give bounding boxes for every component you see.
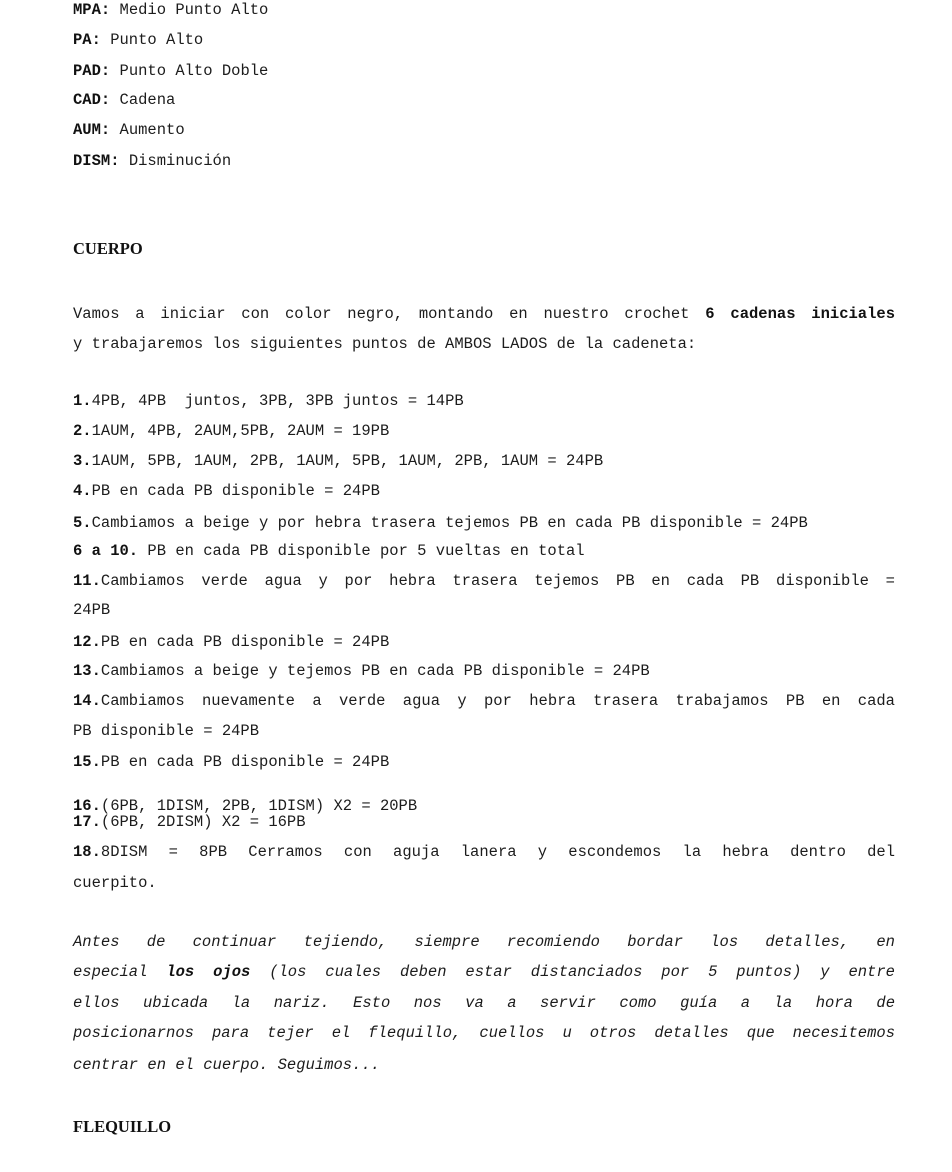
abbr-dism: DISM: Disminución [73, 152, 232, 170]
abbr-cad: CAD: Cadena [73, 91, 176, 109]
step-6-10: 6 a 10. PB en cada PB disponible por 5 vueltas en total [73, 542, 585, 560]
section-heading-flequillo: FLEQUILLO [73, 1117, 172, 1136]
step-15: 15.PB en cada PB disponible = 24PB [73, 753, 390, 771]
step-11: 11.Cambiamos verde agua y por hebra trasera tejemos PB en cada PB disponible = [73, 572, 895, 590]
abbr-pad: PAD: Punto Alto Doble [73, 62, 269, 80]
step-13: 13.Cambiamos a beige y tejemos PB en cada PB disponible = 24PB [73, 662, 650, 680]
step-17: 17.(6PB, 2DISM) X2 = 16PB [73, 813, 306, 831]
abbr-mpa: MPA: Medio Punto Alto [73, 1, 269, 19]
abbr-pa: PA: Punto Alto [73, 31, 204, 49]
step-14-continued: PB disponible = 24PB [73, 722, 260, 740]
note-line-5: centrar en el cuerpo. Seguimos... [73, 1056, 380, 1074]
step-3: 3.1AUM, 5PB, 1AUM, 2PB, 1AUM, 5PB, 1AUM, 2PB, 1AUM = 24PB [73, 452, 604, 470]
intro-line-1: Vamos a iniciar con color negro, montando en nuestro crochet 6 cadenas iniciales [73, 305, 896, 323]
step-12: 12.PB en cada PB disponible = 24PB [73, 633, 390, 651]
step-1: 1.4PB, 4PB juntos, 3PB, 3PB juntos = 14PB [73, 392, 464, 410]
step-2: 2.1AUM, 4PB, 2AUM,5PB, 2AUM = 19PB [73, 422, 390, 440]
step-4: 4.PB en cada PB disponible = 24PB [73, 482, 380, 500]
abbr-aum: AUM: Aumento [73, 121, 185, 139]
note-line-3: ellos ubicada la nariz. Esto nos va a servir como guía a la hora de [73, 994, 895, 1012]
note-line-4: posicionarnos para tejer el flequillo, cuellos u otros detalles que necesitemos [73, 1024, 895, 1042]
note-line-2: especial los ojos (los cuales deben estar distanciados por 5 puntos) y entre [73, 963, 895, 981]
step-18-continued: cuerpito. [73, 874, 157, 892]
note-line-1: Antes de continuar tejiendo, siempre recomiendo bordar los detalles, en [73, 933, 895, 951]
section-heading-cuerpo: CUERPO [73, 239, 143, 258]
step-5: 5.Cambiamos a beige y por hebra trasera tejemos PB en cada PB disponible = 24PB [73, 514, 808, 532]
step-16: 16.(6PB, 1DISM, 2PB, 1DISM) X2 = 20PB [73, 797, 418, 815]
step-14: 14.Cambiamos nuevamente a verde agua y por hebra trasera trabajamos PB en cada [73, 692, 895, 710]
step-18: 18.8DISM = 8PB Cerramos con aguja lanera y escondemos la hebra dentro del [73, 843, 895, 861]
intro-line-2: y trabajaremos los siguientes puntos de AMBOS LADOS de la cadeneta: [73, 335, 697, 353]
step-11-continued: 24PB [73, 601, 111, 619]
